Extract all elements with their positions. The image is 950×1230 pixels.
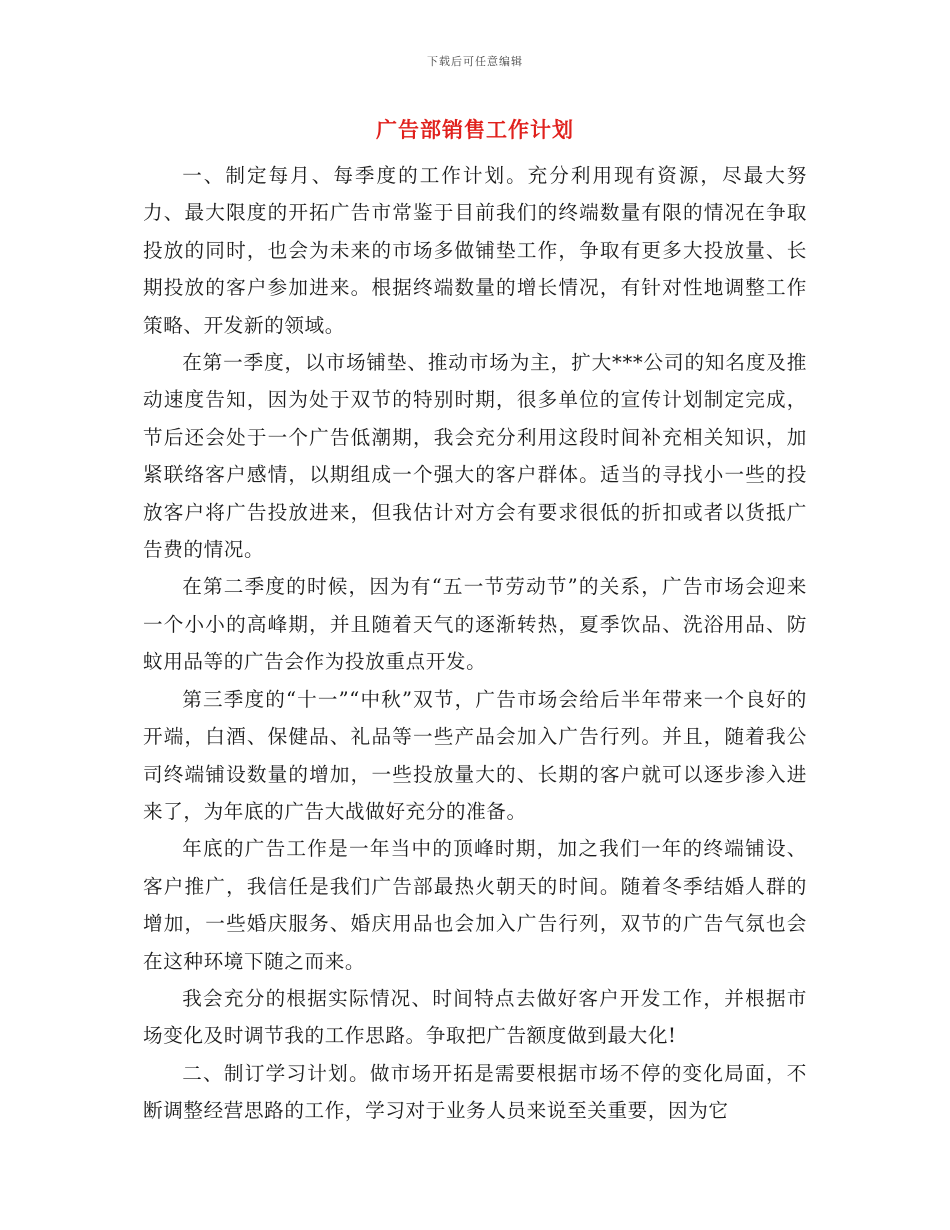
paragraph: 年底的广告工作是一年当中的顶峰时期，加之我们一年的终端铺设、客户推广，我信任是我们广告部最热火朝天的时间。随着冬季结婚人群的增加，一些婚庆服务、婚庆用品也会加入广告行列，双节的广告气氛也会在这种环境下随之而来。	[143, 837, 807, 973]
paragraph: 在第一季度，以市场铺垫、推动市场为主，扩大***公司的知名度及推动速度告知，因为处于双节的特别时期，很多单位的宣传计划制定完成，节后还会处于一个广告低潮期，我会充分利用这段时间补充相关知识，加紧联络客户感情，以期组成一个强大的客户群体。适当的寻找小一些的投放客户将广告投放进来，但我估计对方会有要求很低的折扣或者以货抵广告费的情况。	[143, 351, 807, 562]
paragraph: 在第二季度的时候，因为有“五一节劳动节”的关系，广告市场会迎来一个小小的高峰期，并且随着天气的逐渐转热，夏季饮品、洗浴用品、防蚊用品等的广告会作为投放重点开发。	[143, 575, 807, 674]
header-note: 下载后可任意编辑	[427, 55, 523, 68]
paragraph: 我会充分的根据实际情况、时间特点去做好客户开发工作，并根据市场变化及时调节我的工作思路。争取把广告额度做到最大化!	[143, 986, 807, 1048]
paragraph: 二、制订学习计划。做市场开拓是需要根据市场不停的变化局面，不断调整经营思路的工作，学习对于业务人员来说至关重要，因为它	[143, 1061, 807, 1123]
document-body	[143, 157, 807, 1130]
paragraph: 第三季度的“十一”“中秋”双节，广告市场会给后半年带来一个良好的开端，白酒、保健品、礼品等一些产品会加入广告行列。并且，随着我公司终端铺设数量的增加，一些投放量大的、长期的客户就可以逐步渗入进来了，为年底的广告大战做好充分的准备。	[143, 687, 807, 823]
paragraph: 一、制定每月、每季度的工作计划。充分利用现有资源，尽最大努力、最大限度的开拓广告市常鉴于目前我们的终端数量有限的情况在争取投放的同时，也会为未来的市场多做铺垫工作，争取有更多大投放量、长期投放的客户参加进来。根据终端数量的增长情况，有针对性地调整工作策略、开发新的领域。	[143, 164, 807, 337]
document-title: 广告部销售工作计划	[376, 117, 574, 142]
